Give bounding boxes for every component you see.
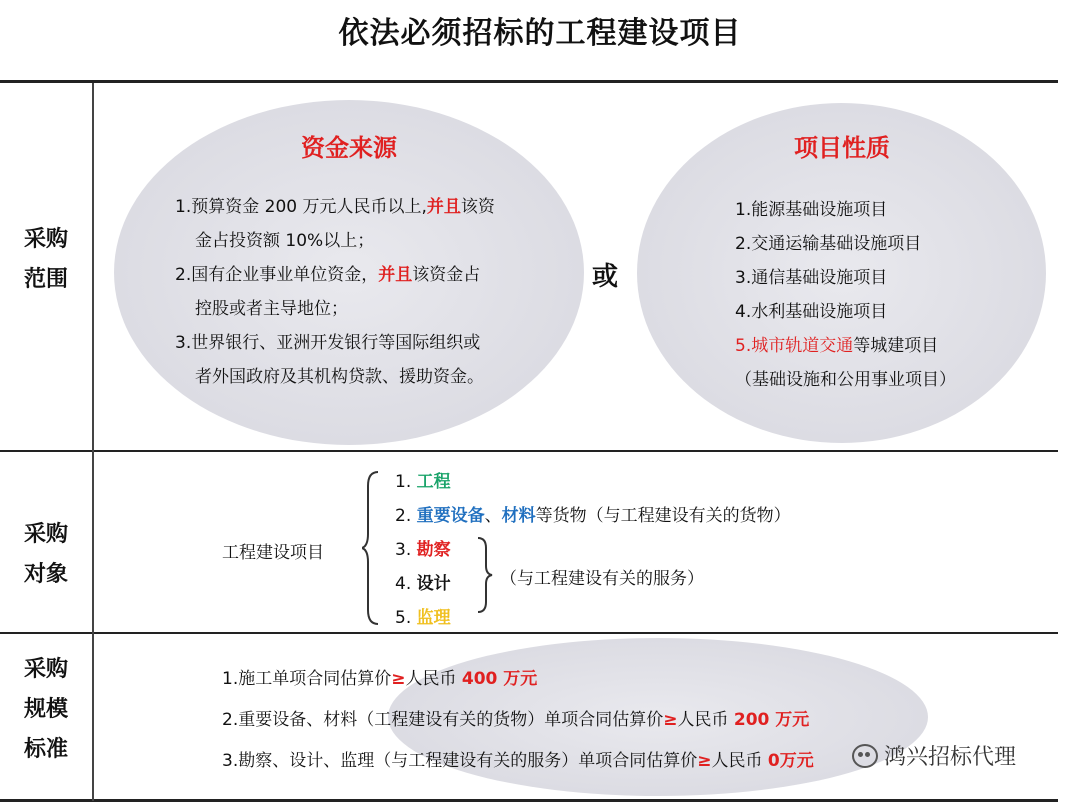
funding-source-title: 资金来源 [301,134,397,162]
funding-source-list [175,190,495,394]
object-item-5: 5. 监理 [395,608,451,628]
service-note: （与工程建设有关的服务） [500,569,704,589]
standard-item-2: 2.重要设备、材料（工程建设有关的货物）单项合同估算价≥人民币 200 万元 [222,710,810,730]
watermark [852,740,1016,771]
wechat-icon [852,744,878,768]
funding-item-2b: 控股或者主导地位； [195,299,348,319]
nature-item-2: 2.交通运输基础设施项目 [735,234,922,254]
standard-item-1: 1.施工单项合同估算价≥人民币 400 万元 [222,669,538,689]
nature-item-6: （基础设施和公用事业项目） [735,370,956,390]
object-root: 工程建设项目 [222,543,324,563]
funding-item-1b: 金占投资额 10%以上； [195,231,375,251]
nature-item-4: 4.水利基础设施项目 [735,302,888,322]
object-item-4: 4. 设计 [395,574,451,594]
funding-item-2a: 2.国有企业事业单位资金，并且该资金占 [175,265,481,285]
object-item-3: 3. 勘察 [395,540,451,560]
service-brace [476,536,496,614]
nature-item-5: 5.城市轨道交通等城建项目 [735,336,939,356]
row-label-scope [0,220,92,300]
or-connector: 或 [592,262,619,292]
row-label-scope-text: 采购范围 [23,227,68,292]
row-label-object-text: 采购对象 [23,522,68,587]
row-divider-1 [0,450,1058,452]
object-brace [362,468,382,628]
object-item-2: 2. 重要设备、材料等货物（与工程建设有关的货物） [395,506,791,526]
funding-item-3a: 3.世界银行、亚洲开发银行等国际组织或 [175,333,481,353]
funding-item-1a: 1.预算资金 200 万元人民币以上,并且该资 [175,197,495,217]
table-bottom-rule [0,799,1058,802]
table-top-rule [0,80,1058,83]
row-label-object [0,515,92,595]
row-label-standard-text: 采购规模标准 [23,657,68,762]
page-title: 依法必须招标的工程建设项目 [338,16,742,51]
row-label-standard [0,650,92,770]
project-nature-list [735,193,956,397]
funding-item-3b: 者外国政府及其机构贷款、援助资金。 [195,367,484,387]
standard-item-3: 3.勘察、设计、监理（与工程建设有关的服务）单项合同估算价≥人民币 0万元 [222,751,814,771]
nature-item-3: 3.通信基础设施项目 [735,268,888,288]
row-divider-2 [0,632,1058,634]
nature-item-1: 1.能源基础设施项目 [735,200,888,220]
watermark-text: 鸿兴招标代理 [884,745,1017,770]
project-nature-title: 项目性质 [794,134,890,162]
label-column-divider [92,83,94,801]
object-item-1: 1. 工程 [395,472,451,492]
